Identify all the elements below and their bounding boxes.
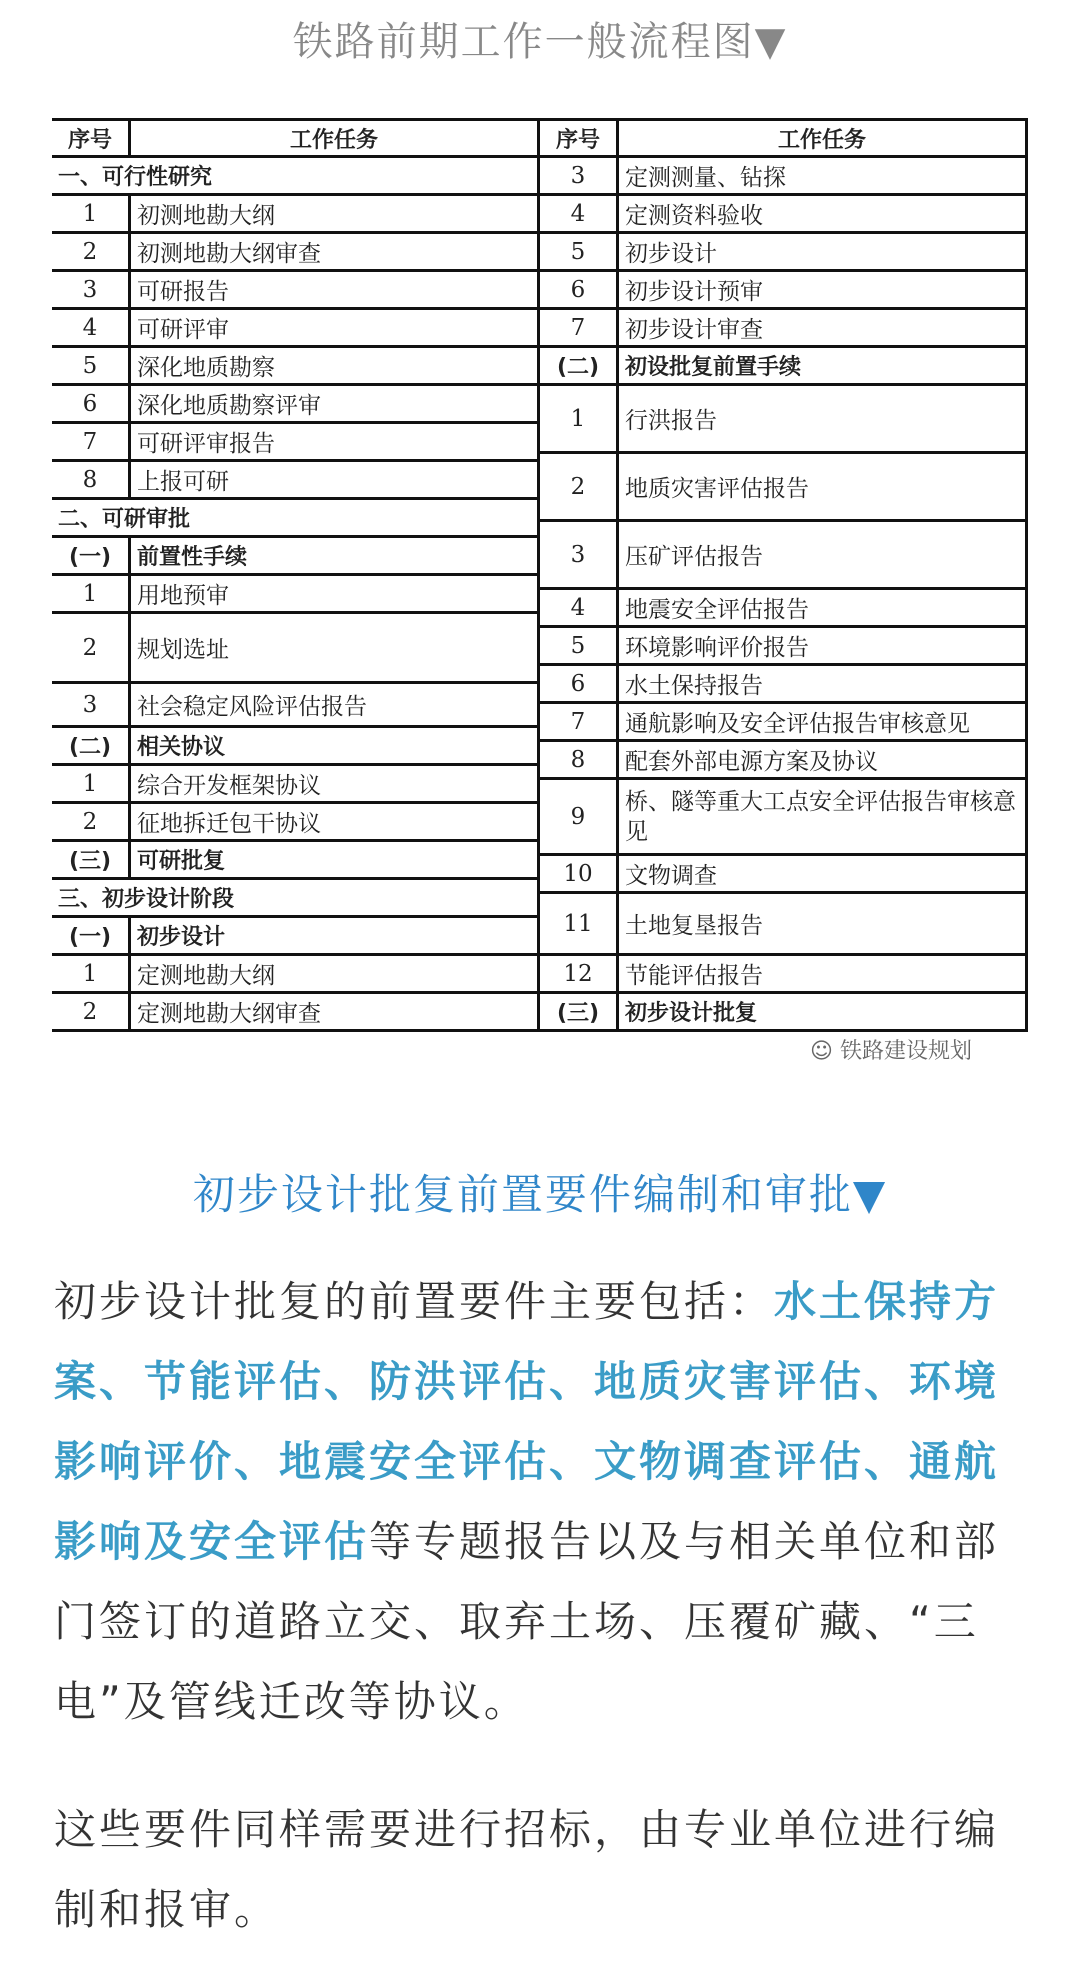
row-task: 初测地勘大纲审查: [137, 241, 321, 267]
row-task: 节能评估报告: [625, 963, 763, 989]
body-paragraph-2: 这些要件同样需要进行招标，由专业单位进行编制和报审。: [54, 1805, 1000, 1934]
row-task: 规划选址: [137, 637, 229, 663]
row-task: 文物调查: [625, 863, 717, 889]
workflow-table-right: [540, 118, 1028, 1032]
row-number: 7: [540, 309, 618, 347]
row-number: 12: [540, 955, 618, 993]
row-number: 6: [540, 665, 618, 703]
row-task: 可研评审报告: [137, 431, 275, 457]
watermark: [810, 1034, 972, 1065]
subsection-number: (三): [540, 993, 618, 1031]
row-task: 深化地质勘察评审: [137, 393, 321, 419]
row-task: 上报可研: [137, 469, 229, 495]
row-number: 3: [52, 271, 130, 309]
subsection-title: 初步设计: [137, 925, 226, 950]
header-num: 序号: [52, 120, 130, 157]
figure-caption-top: 铁路前期工作一般流程图▼: [292, 19, 788, 65]
row-number: 10: [540, 855, 618, 893]
row-number: 8: [52, 461, 130, 499]
row-task: 初步设计预审: [625, 279, 763, 305]
header-num: 序号: [540, 120, 618, 157]
row-task: 初测地勘大纲: [137, 203, 275, 229]
row-task: 深化地质勘察: [137, 355, 275, 381]
para-intro: 初步设计批复的前置要件主要包括：: [54, 1277, 775, 1326]
row-task: 定测资料验收: [625, 203, 763, 229]
section-heading: 三、初步设计阶段: [58, 887, 235, 912]
row-number: 6: [540, 271, 618, 309]
row-number: 5: [540, 627, 618, 665]
row-task: 土地复垦报告: [625, 913, 763, 939]
row-number: 4: [540, 589, 618, 627]
row-task: 用地预审: [137, 583, 229, 609]
row-task: 综合开发框架协议: [137, 773, 321, 799]
para-highlight: 水土保持方案、节能评估、防洪评估、地质灾害评估、环境影响评价、地震安全评估、文物调查评估、通航影响及安全评估: [54, 1277, 1000, 1566]
row-number: 3: [52, 683, 130, 727]
subsection-number: (二): [52, 727, 130, 765]
section-heading: 一、可行性研究: [58, 165, 213, 190]
row-number: 8: [540, 741, 618, 779]
row-number: 1: [52, 575, 130, 613]
row-task: 可研报告: [137, 279, 229, 305]
row-task: 行洪报告: [625, 408, 717, 434]
row-number: 2: [52, 233, 130, 271]
row-number: 2: [52, 613, 130, 683]
row-task: 征地拆迁包干协议: [137, 811, 321, 837]
subsection-number: (三): [52, 841, 130, 879]
workflow-table-left: [52, 118, 540, 1032]
row-number: 2: [540, 453, 618, 521]
header-task: 工作任务: [289, 127, 378, 153]
row-number: 4: [540, 195, 618, 233]
subsection-title: 初步设计批复: [625, 1001, 758, 1026]
row-task: 配套外部电源方案及协议: [625, 749, 878, 775]
row-number: 11: [540, 893, 618, 955]
section-caption: 初步设计批复前置要件编制和审批▼: [192, 1170, 888, 1219]
row-number: 5: [540, 233, 618, 271]
row-task: 地质灾害评估报告: [625, 476, 809, 502]
row-number: 6: [52, 385, 130, 423]
row-task: 定测地勘大纲审查: [137, 1001, 321, 1027]
row-task: 水土保持报告: [625, 673, 763, 699]
row-task: 环境影响评价报告: [625, 635, 809, 661]
row-task: 压矿评估报告: [625, 544, 763, 570]
subsection-title: 初设批复前置手续: [625, 355, 802, 380]
row-number: 3: [540, 157, 618, 195]
para-rest: 等专题报告以及与相关单位和部门签订的道路立交、取弃土场、压覆矿藏、“三电”及管线迁改等协议。: [54, 1517, 1000, 1726]
body-paragraph-1: [54, 1262, 1034, 1742]
row-number: 7: [540, 703, 618, 741]
row-task: 桥、隧等重大工点安全评估报告审核意见: [625, 788, 1016, 845]
watermark-text: 铁路建设规划: [839, 1039, 972, 1064]
row-number: 7: [52, 423, 130, 461]
row-task: 初步设计: [625, 241, 717, 267]
subsection-title: 前置性手续: [137, 545, 248, 570]
row-number: 1: [540, 385, 618, 453]
row-task: 定测地勘大纲: [137, 963, 275, 989]
section-heading: 二、可研审批: [58, 507, 191, 532]
row-number: 3: [540, 521, 618, 589]
row-number: 1: [52, 195, 130, 233]
header-task: 工作任务: [777, 127, 866, 153]
subsection-number: (一): [52, 537, 130, 575]
subsection-number: (二): [540, 347, 618, 385]
row-task: 通航影响及安全评估报告审核意见: [625, 711, 970, 737]
row-task: 初步设计审查: [625, 317, 763, 343]
subsection-number: (一): [52, 917, 130, 955]
row-number: 9: [540, 779, 618, 855]
row-number: 1: [52, 765, 130, 803]
subsection-title: 相关协议: [137, 735, 226, 760]
row-task: 社会稳定风险评估报告: [137, 694, 367, 720]
row-number: 2: [52, 993, 130, 1031]
row-task: 定测测量、钻探: [625, 165, 786, 191]
row-number: 5: [52, 347, 130, 385]
row-task: 地震安全评估报告: [625, 597, 809, 623]
row-task: 可研评审: [137, 317, 229, 343]
row-number: 4: [52, 309, 130, 347]
subsection-title: 可研批复: [137, 849, 226, 874]
wechat-icon: ☺: [810, 1039, 833, 1064]
row-number: 2: [52, 803, 130, 841]
row-number: 1: [52, 955, 130, 993]
